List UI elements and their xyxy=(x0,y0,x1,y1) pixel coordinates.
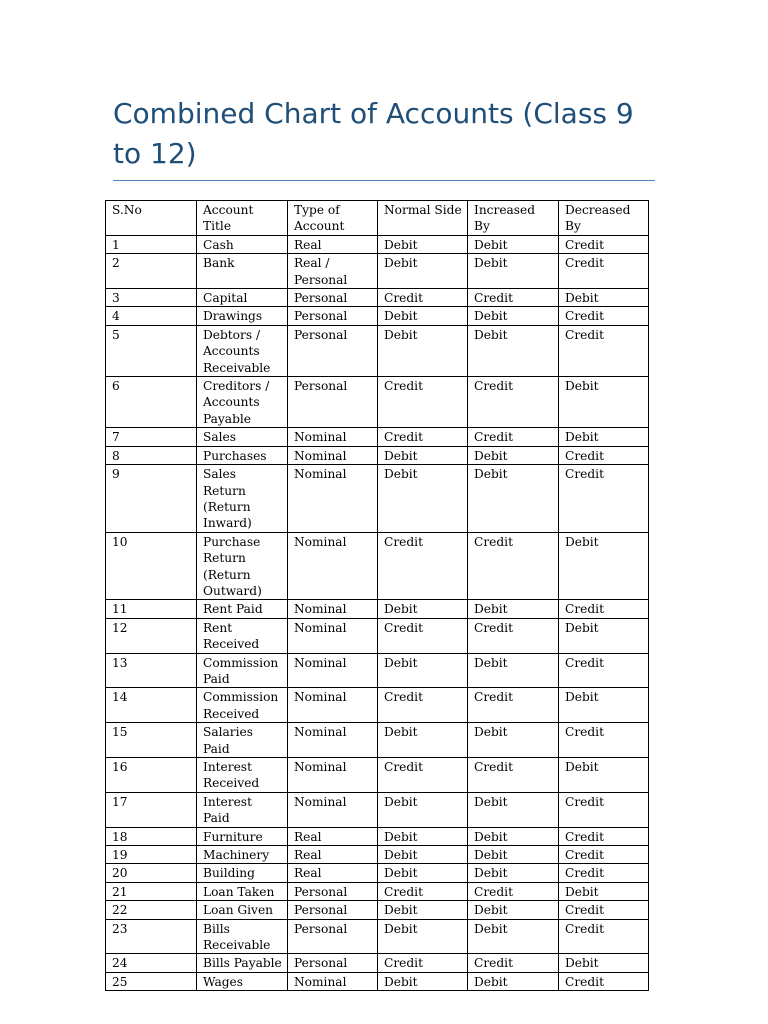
cell-account-title: Commission Paid xyxy=(197,653,288,688)
cell-account-title: Cash xyxy=(197,235,288,253)
cell-decreased-by: Credit xyxy=(559,600,649,618)
cell-decreased-by: Credit xyxy=(559,864,649,882)
cell-increased-by: Credit xyxy=(468,289,559,307)
cell-sno: 23 xyxy=(106,919,197,954)
column-header-decreased-by: Decreased By xyxy=(559,201,649,236)
cell-increased-by: Debit xyxy=(468,901,559,919)
cell-sno: 24 xyxy=(106,954,197,972)
table-row xyxy=(106,289,649,307)
table-body xyxy=(106,235,649,990)
cell-sno: 22 xyxy=(106,901,197,919)
cell-sno: 3 xyxy=(106,289,197,307)
cell-normal-side: Credit xyxy=(378,882,468,900)
cell-decreased-by: Credit xyxy=(559,325,649,376)
cell-increased-by: Debit xyxy=(468,307,559,325)
column-header-type-of-account: Type of Account xyxy=(288,201,378,236)
cell-normal-side: Debit xyxy=(378,235,468,253)
cell-normal-side: Debit xyxy=(378,446,468,464)
cell-decreased-by: Credit xyxy=(559,446,649,464)
cell-normal-side: Credit xyxy=(378,377,468,428)
cell-account-title: Commission Received xyxy=(197,688,288,723)
table-row xyxy=(106,446,649,464)
cell-account-title: Bills Payable xyxy=(197,954,288,972)
cell-account-title: Interest Received xyxy=(197,758,288,793)
cell-sno: 12 xyxy=(106,618,197,653)
cell-decreased-by: Credit xyxy=(559,846,649,864)
cell-account-title: Purchase Return (Return Outward) xyxy=(197,532,288,600)
cell-normal-side: Credit xyxy=(378,758,468,793)
cell-type-of-account: Personal xyxy=(288,289,378,307)
cell-decreased-by: Credit xyxy=(559,919,649,954)
table-row xyxy=(106,618,649,653)
cell-normal-side: Debit xyxy=(378,972,468,990)
cell-sno: 14 xyxy=(106,688,197,723)
column-header-sno: S.No xyxy=(106,201,197,236)
cell-account-title: Bank xyxy=(197,254,288,289)
cell-type-of-account: Nominal xyxy=(288,428,378,446)
cell-account-title: Wages xyxy=(197,972,288,990)
cell-normal-side: Credit xyxy=(378,688,468,723)
cell-sno: 19 xyxy=(106,846,197,864)
cell-decreased-by: Debit xyxy=(559,882,649,900)
cell-increased-by: Debit xyxy=(468,723,559,758)
cell-normal-side: Debit xyxy=(378,254,468,289)
cell-increased-by: Credit xyxy=(468,882,559,900)
cell-account-title: Sales Return (Return Inward) xyxy=(197,465,288,533)
cell-normal-side: Debit xyxy=(378,792,468,827)
cell-increased-by: Credit xyxy=(468,428,559,446)
cell-type-of-account: Nominal xyxy=(288,446,378,464)
cell-type-of-account: Real / Personal xyxy=(288,254,378,289)
cell-increased-by: Credit xyxy=(468,688,559,723)
cell-account-title: Drawings xyxy=(197,307,288,325)
table-row xyxy=(106,954,649,972)
cell-increased-by: Credit xyxy=(468,954,559,972)
table-row xyxy=(106,758,649,793)
cell-type-of-account: Nominal xyxy=(288,600,378,618)
cell-type-of-account: Nominal xyxy=(288,758,378,793)
cell-account-title: Machinery xyxy=(197,846,288,864)
cell-decreased-by: Credit xyxy=(559,653,649,688)
cell-increased-by: Debit xyxy=(468,919,559,954)
cell-decreased-by: Credit xyxy=(559,723,649,758)
cell-account-title: Loan Given xyxy=(197,901,288,919)
cell-type-of-account: Nominal xyxy=(288,653,378,688)
cell-normal-side: Debit xyxy=(378,846,468,864)
cell-increased-by: Credit xyxy=(468,758,559,793)
table-row xyxy=(106,653,649,688)
cell-increased-by: Debit xyxy=(468,254,559,289)
cell-decreased-by: Debit xyxy=(559,532,649,600)
cell-sno: 17 xyxy=(106,792,197,827)
cell-decreased-by: Credit xyxy=(559,307,649,325)
table-row xyxy=(106,688,649,723)
cell-type-of-account: Real xyxy=(288,827,378,845)
cell-increased-by: Debit xyxy=(468,325,559,376)
table-row xyxy=(106,325,649,376)
cell-sno: 21 xyxy=(106,882,197,900)
cell-normal-side: Debit xyxy=(378,653,468,688)
cell-normal-side: Debit xyxy=(378,919,468,954)
cell-increased-by: Debit xyxy=(468,864,559,882)
cell-increased-by: Credit xyxy=(468,618,559,653)
cell-type-of-account: Personal xyxy=(288,882,378,900)
cell-sno: 2 xyxy=(106,254,197,289)
cell-decreased-by: Debit xyxy=(559,688,649,723)
cell-account-title: Building xyxy=(197,864,288,882)
cell-normal-side: Debit xyxy=(378,723,468,758)
cell-sno: 1 xyxy=(106,235,197,253)
cell-sno: 18 xyxy=(106,827,197,845)
cell-sno: 5 xyxy=(106,325,197,376)
table-row xyxy=(106,972,649,990)
cell-normal-side: Debit xyxy=(378,600,468,618)
cell-sno: 13 xyxy=(106,653,197,688)
table-row xyxy=(106,307,649,325)
cell-sno: 25 xyxy=(106,972,197,990)
cell-type-of-account: Personal xyxy=(288,325,378,376)
cell-increased-by: Debit xyxy=(468,235,559,253)
cell-type-of-account: Nominal xyxy=(288,723,378,758)
cell-account-title: Purchases xyxy=(197,446,288,464)
cell-increased-by: Debit xyxy=(468,653,559,688)
cell-type-of-account: Personal xyxy=(288,954,378,972)
table-row xyxy=(106,600,649,618)
cell-type-of-account: Nominal xyxy=(288,532,378,600)
cell-normal-side: Credit xyxy=(378,289,468,307)
cell-account-title: Rent Received xyxy=(197,618,288,653)
cell-decreased-by: Credit xyxy=(559,827,649,845)
table-row xyxy=(106,792,649,827)
cell-sno: 10 xyxy=(106,532,197,600)
cell-normal-side: Debit xyxy=(378,307,468,325)
chart-of-accounts-table xyxy=(105,200,649,991)
cell-normal-side: Credit xyxy=(378,954,468,972)
cell-decreased-by: Debit xyxy=(559,289,649,307)
cell-sno: 16 xyxy=(106,758,197,793)
table-row xyxy=(106,919,649,954)
table-row xyxy=(106,428,649,446)
cell-decreased-by: Credit xyxy=(559,901,649,919)
table-row xyxy=(106,901,649,919)
table-row xyxy=(106,864,649,882)
cell-type-of-account: Real xyxy=(288,235,378,253)
table-row xyxy=(106,377,649,428)
table-row xyxy=(106,465,649,533)
cell-type-of-account: Nominal xyxy=(288,792,378,827)
cell-type-of-account: Nominal xyxy=(288,972,378,990)
table-row xyxy=(106,882,649,900)
cell-type-of-account: Real xyxy=(288,846,378,864)
cell-increased-by: Debit xyxy=(468,600,559,618)
cell-decreased-by: Credit xyxy=(559,235,649,253)
cell-type-of-account: Personal xyxy=(288,901,378,919)
table-row xyxy=(106,235,649,253)
table-row xyxy=(106,723,649,758)
cell-account-title: Creditors / Accounts Payable xyxy=(197,377,288,428)
cell-sno: 9 xyxy=(106,465,197,533)
cell-type-of-account: Personal xyxy=(288,377,378,428)
cell-account-title: Salaries Paid xyxy=(197,723,288,758)
cell-increased-by: Debit xyxy=(468,846,559,864)
cell-account-title: Loan Taken xyxy=(197,882,288,900)
cell-sno: 4 xyxy=(106,307,197,325)
cell-decreased-by: Credit xyxy=(559,972,649,990)
cell-decreased-by: Credit xyxy=(559,792,649,827)
cell-account-title: Interest Paid xyxy=(197,792,288,827)
cell-decreased-by: Debit xyxy=(559,618,649,653)
table-row xyxy=(106,827,649,845)
cell-increased-by: Debit xyxy=(468,792,559,827)
cell-account-title: Bills Receivable xyxy=(197,919,288,954)
table-header-row xyxy=(106,201,649,236)
cell-increased-by: Debit xyxy=(468,446,559,464)
table-row xyxy=(106,532,649,600)
column-header-increased-by: Increased By xyxy=(468,201,559,236)
table-row xyxy=(106,846,649,864)
cell-normal-side: Debit xyxy=(378,325,468,376)
cell-increased-by: Credit xyxy=(468,532,559,600)
cell-decreased-by: Credit xyxy=(559,254,649,289)
cell-account-title: Debtors / Accounts Receivable xyxy=(197,325,288,376)
cell-decreased-by: Debit xyxy=(559,954,649,972)
cell-normal-side: Credit xyxy=(378,532,468,600)
column-header-account-title: Account Title xyxy=(197,201,288,236)
cell-normal-side: Debit xyxy=(378,901,468,919)
cell-type-of-account: Nominal xyxy=(288,465,378,533)
table-row xyxy=(106,254,649,289)
cell-sno: 6 xyxy=(106,377,197,428)
cell-sno: 8 xyxy=(106,446,197,464)
cell-account-title: Rent Paid xyxy=(197,600,288,618)
cell-account-title: Capital xyxy=(197,289,288,307)
title-divider xyxy=(113,180,655,181)
cell-increased-by: Debit xyxy=(468,972,559,990)
cell-sno: 7 xyxy=(106,428,197,446)
cell-normal-side: Debit xyxy=(378,864,468,882)
cell-increased-by: Credit xyxy=(468,377,559,428)
cell-sno: 11 xyxy=(106,600,197,618)
cell-sno: 20 xyxy=(106,864,197,882)
cell-decreased-by: Debit xyxy=(559,758,649,793)
cell-decreased-by: Credit xyxy=(559,465,649,533)
cell-type-of-account: Personal xyxy=(288,307,378,325)
cell-normal-side: Credit xyxy=(378,428,468,446)
cell-account-title: Sales xyxy=(197,428,288,446)
cell-type-of-account: Personal xyxy=(288,919,378,954)
cell-normal-side: Debit xyxy=(378,827,468,845)
column-header-normal-side: Normal Side xyxy=(378,201,468,236)
cell-type-of-account: Real xyxy=(288,864,378,882)
cell-decreased-by: Debit xyxy=(559,428,649,446)
page-title: Combined Chart of Accounts (Class 9 to 12) xyxy=(113,97,634,170)
cell-type-of-account: Nominal xyxy=(288,688,378,723)
cell-increased-by: Debit xyxy=(468,465,559,533)
cell-decreased-by: Debit xyxy=(559,377,649,428)
cell-normal-side: Debit xyxy=(378,465,468,533)
cell-sno: 15 xyxy=(106,723,197,758)
cell-account-title: Furniture xyxy=(197,827,288,845)
cell-type-of-account: Nominal xyxy=(288,618,378,653)
cell-normal-side: Credit xyxy=(378,618,468,653)
cell-increased-by: Debit xyxy=(468,827,559,845)
